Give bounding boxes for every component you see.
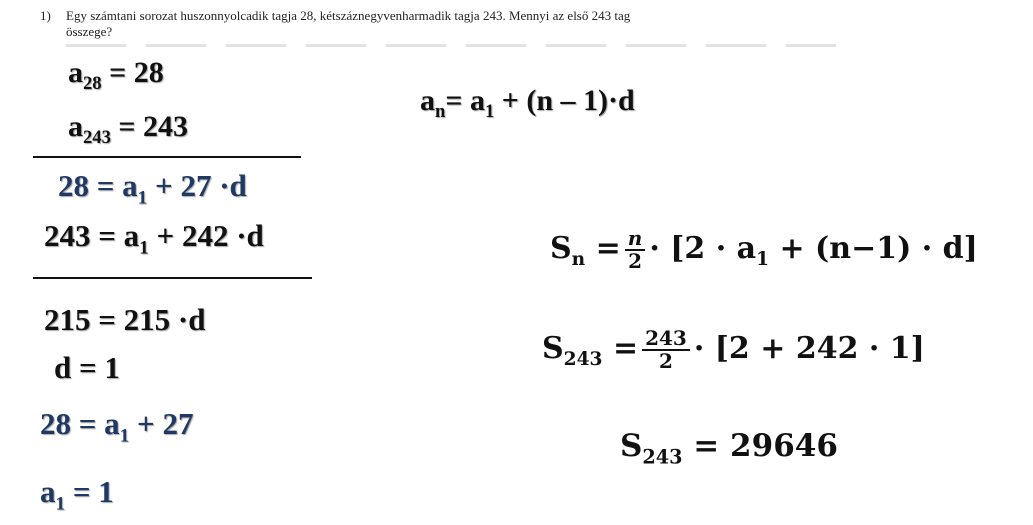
nth-term-formula: $a_n= a_1 + (n - 1)\cdot d$ [420, 84, 635, 123]
problem-line-1 [40, 8, 840, 24]
equation-2: $243 = a_1 + 242 \cdot d$ [44, 218, 264, 259]
equation-1: $28 = a_1 + 27 \cdot d$ [58, 168, 247, 209]
problem-text: Egy számtani sorozat huszonnyolcadik tagja 28, kétszáznegyvenharmadik tagja 243. Mennyi az első 243 tag [66, 8, 631, 23]
d-value: d = 1 [54, 350, 120, 385]
divider-line-2 [33, 277, 312, 279]
difference-equation: 215 = 215 ·d [44, 302, 206, 337]
sum-substitution: $S_{243}$ = $\frac{243}{2}$ · [2 + 242 · 1] [542, 326, 925, 373]
problem-number: 1) [40, 8, 51, 23]
divider-line-1 [33, 156, 301, 158]
sum-formula: $S_n$ = $\frac{n}{2}$ · $[2 \cdot a_1 + (n-1) \cdot d]$ [550, 226, 978, 273]
sum-result: $S_{243} = 29646$ [620, 428, 838, 469]
a1-value: $a_1 = 1$ [40, 474, 114, 515]
given-a243: $a_{243} = 243$ [68, 110, 188, 149]
problem-statement [40, 8, 840, 40]
substitution-equation: $28 = a_1 + 27$ [40, 406, 194, 447]
given-a28: $a_{28} = 28$ [68, 56, 164, 95]
problem-line-2: összege? [66, 24, 113, 39]
faded-text-line [66, 44, 836, 47]
